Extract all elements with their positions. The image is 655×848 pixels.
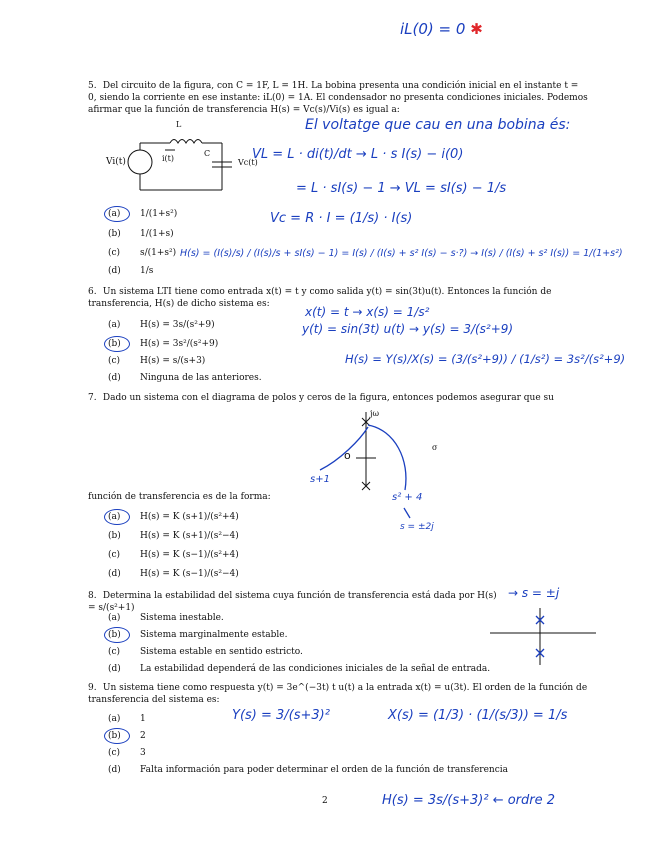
q7-text2: función de transferencia es de la forma: [88, 492, 271, 502]
q6-option-c: (c) H(s) = s/(s+3) [108, 356, 206, 366]
roots-label: s = ±2j [400, 522, 434, 532]
q5-option-d: (d) 1/s [108, 266, 154, 276]
jw-axis-label: jω [370, 409, 380, 418]
q5-option-b: (b) 1/(1+s) [108, 229, 174, 239]
q7-text: Dado un sistema con el diagrama de polos y ceros de la figura, entonces podemos asegurar que su [102, 393, 554, 403]
circuit-source-label: Vi(t) [106, 157, 126, 167]
circuit-L-label: L [176, 120, 182, 129]
q6-note-2: H(s) = Y(s)/X(s) = (3/(s²+9)) / (1/s²) = 3s²/(s²+9) [345, 352, 626, 366]
q6-note-0: x(t) = t → x(s) = 1/s² [305, 305, 430, 319]
q7-option-a: (a) H(s) = K (s+1)/(s²+4) [108, 512, 239, 522]
q8-option-d: (d) La estabilidad dependerá de las condiciones iniciales de la señal de entrada. [108, 664, 491, 674]
q8-note: → s = ±j [508, 586, 560, 600]
q7-option-d: (d) H(s) = K (s−1)/(s²−4) [108, 569, 239, 579]
q6-option-d: (d) Ninguna de las anteriores. [108, 373, 262, 383]
q5-option-a: (a) 1/(1+s²) [108, 209, 178, 219]
poles-label: s² + 4 [392, 492, 423, 503]
q9-text: Un sistema tiene como respuesta y(t) = 3e^(−3t) t u(t) a la entrada x(t) = u(3t). El orden de la función de transferencia del sistema es: [88, 683, 588, 705]
q6-option-b: (b) H(s) = 3s²/(s²+9) [108, 339, 219, 349]
q5-text: Del circuito de la figura, con C = 1F, L = 1H. La bobina presenta una condición inicial en el instante t = 0, siendo la corriente en ese instante: iL(0) = 1A. El condensador no presenta condiciones iniciales. Podemos afirmar que la función de transferencia H(s) = Vc(s)/Vi(s) es igual a: [88, 81, 588, 115]
q8-text: Determina la estabilidad del sistema cuya función de transferencia está dada por H(s) = s/(s²+1) [88, 591, 497, 613]
q6-option-a: (a) H(s) = 3s/(s²+9) [108, 320, 215, 330]
q5-note-1: VL = L · di(t)/dt → L · s I(s) − i(0) [252, 147, 464, 162]
q5-note-3: Vc = R · I = (1/s) · I(s) [270, 211, 413, 226]
q6-note-1: y(t) = sin(3t) u(t) → y(s) = 3/(s²+9) [302, 322, 514, 336]
circuit-C-label: C [204, 149, 211, 158]
page-number: 2 [322, 796, 328, 806]
q8-option-a: (a) Sistema inestable. [108, 613, 224, 623]
q6-number: 6. [88, 287, 97, 297]
q9-option-b: (b) 2 [108, 731, 146, 741]
q5-note-0: El voltatge que cau en una bobina és: [305, 117, 571, 133]
q8-option-c: (c) Sistema estable en sentido estricto. [108, 647, 303, 657]
sigma-axis-label: σ [432, 443, 438, 452]
q9-option-d: (d) Falta información para poder determinar el orden de la función de transferencia [108, 765, 509, 775]
circuit-current-label: i(t) [162, 154, 175, 163]
q9-note-2: H(s) = 3s/(s+3)² ← ordre 2 [382, 793, 556, 808]
q9-note-0: Y(s) = 3/(s+3)² [232, 708, 330, 723]
top-note-star: ✱ [470, 20, 483, 38]
circuit-output-label: Vc(t) [238, 158, 258, 167]
q7-option-c: (c) H(s) = K (s−1)/(s²+4) [108, 550, 239, 560]
zero-marker: o [344, 449, 351, 462]
q5-note-2: = L · sI(s) − 1 → VL = sI(s) − 1/s [296, 181, 507, 196]
q8-number: 8. [88, 591, 97, 601]
q5-option-c: (c) s/(1+s²) [108, 248, 177, 258]
q8-option-b: (b) Sistema marginalmente estable. [108, 630, 288, 640]
q7-option-b: (b) H(s) = K (s+1)/(s²−4) [108, 531, 239, 541]
question-9 [88, 682, 588, 706]
q9-option-a: (a) 1 [108, 714, 146, 724]
q6-text: Un sistema LTI tiene como entrada x(t) = t y como salida y(t) = sin(3t)u(t). Entonces la función de transferencia, H(s) de dicho sistema es: [88, 287, 552, 309]
q5-number: 5. [88, 81, 97, 91]
q9-option-c: (c) 3 [108, 748, 146, 758]
q9-note-1: X(s) = (1/3) · (1/(s/3)) = 1/s [388, 708, 568, 723]
top-note-text: iL(0) = 0 [400, 20, 466, 38]
q9-number: 9. [88, 683, 97, 693]
zero-label: s+1 [310, 474, 330, 485]
q7-number: 7. [88, 393, 97, 403]
q5-note-4: H(s) = (I(s)/s) / (I(s)/s + sI(s) − 1) = I(s) / (I(s) + s² I(s) − s·?) → I(s) / (I(s) + s² I(s)) = 1/(1+s²) [180, 248, 623, 259]
